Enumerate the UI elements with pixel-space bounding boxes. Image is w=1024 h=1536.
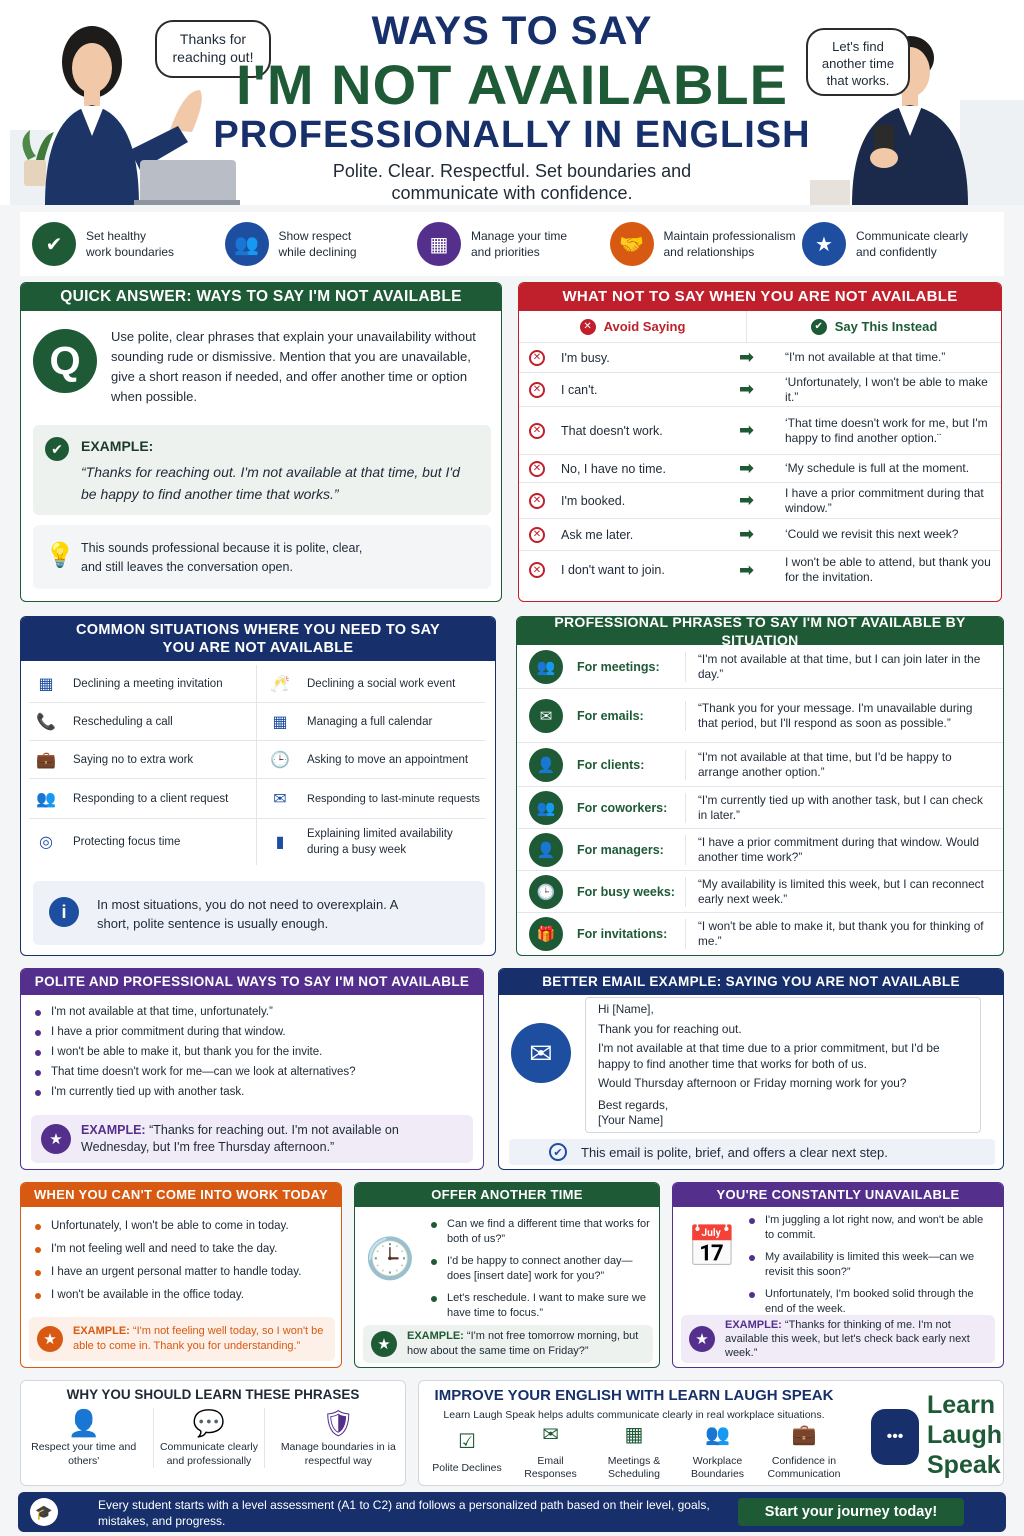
title-line-2: I'M NOT AVAILABLE — [236, 53, 788, 116]
phrase-text: “I won't be able to make it, but thank you for thinking of me.” — [685, 919, 985, 949]
professional-phrases-title: PROFESSIONAL PHRASES TO SAY I'M NOT AVAILABLE BY SITUATION — [517, 617, 1003, 645]
mail-icon: ✉ — [529, 699, 563, 733]
benefit-communicate — [802, 222, 992, 266]
calendar-icon: ▦ — [272, 713, 288, 731]
users-icon: 👥 — [529, 650, 563, 684]
logo — [865, 1391, 1002, 1481]
x-icon: ✕ — [580, 319, 596, 335]
benefit-time — [417, 222, 607, 266]
polite-list — [21, 995, 483, 1100]
phrase-text: “I'm currently tied up with another task, but I can check in later.” — [685, 793, 985, 823]
clock-icon: 🕒 — [529, 875, 563, 909]
work-list — [21, 1207, 341, 1303]
not-say-row — [519, 455, 1001, 483]
phrase-label: For clients: — [577, 757, 645, 772]
gift-icon: 🎁 — [529, 917, 563, 951]
improve-title: IMPROVE YOUR ENGLISH WITH LEARN LAUGH SPEAK — [434, 1387, 834, 1404]
phrase-text: “I'm not available at that time, but I can join later in the day.” — [685, 652, 985, 682]
why-text: Respect your time and others' — [31, 1441, 137, 1467]
offer-example-box — [363, 1325, 653, 1363]
phrase-label: For managers: — [577, 842, 664, 857]
phrase-row — [517, 829, 1003, 871]
benefit-text: Manage your time and priorities — [471, 229, 568, 259]
star-icon: ★ — [371, 1331, 397, 1357]
benefit-text: Show respect while declining — [278, 229, 357, 259]
email-body-box — [585, 997, 981, 1133]
info-icon: i — [49, 897, 79, 927]
x-icon: ✕ — [529, 527, 545, 543]
improve-subtitle: Learn Laugh Speak helps adults communicate clearly in real workplace situations. — [443, 1409, 825, 1421]
situation-text: Responding to a client request — [73, 792, 229, 805]
why-learn-title: WHY YOU SHOULD LEARN THESE PHRASES — [66, 1387, 360, 1402]
polite-ways-title: POLITE AND PROFESSIONAL WAYS TO SAY I'M NOT AVAILABLE — [21, 969, 483, 995]
email-greeting: Hi [Name], — [598, 1002, 654, 1016]
offer-example — [407, 1329, 645, 1359]
bar-chart-icon: ▮ — [275, 834, 285, 851]
check-icon: ✔ — [811, 319, 827, 335]
list-item: That time doesn't work for me—can we look at alternatives? — [35, 1065, 469, 1080]
situation-text: Declining a social work event — [307, 677, 456, 690]
instead-text: I have a prior commitment during that window.” — [785, 485, 984, 515]
common-situations-title-1: COMMON SITUATIONS WHERE YOU NEED TO SAY — [75, 622, 441, 638]
situation-item — [257, 741, 485, 779]
x-icon: ✕ — [529, 382, 545, 398]
check-circle-icon: ✔ — [45, 437, 69, 461]
benefit-text: Maintain professionalism and relationships — [663, 229, 796, 259]
why-item — [28, 1408, 140, 1468]
quick-answer-body: Use polite, clear phrases that explain your unavailability without sounding rude or dismissive. Mention that you are unavailable, give a short reason if needed, and offer another time or option when possible. — [111, 329, 476, 404]
example-label: EXAMPLE: — [81, 1123, 146, 1137]
quick-example-text: “Thanks for reaching out. I'm not available at that time, but I'd be happy to find another time that works.” — [81, 464, 460, 502]
email-signoff: Best regards, — [598, 1097, 669, 1112]
benefits-row — [20, 212, 1004, 276]
avoid-header — [519, 311, 747, 343]
instead-text: ‘Unfortunately, I won't be able to make it.” — [785, 374, 988, 404]
instead-text: “I'm not available at that time.” — [785, 350, 946, 364]
logo-line-2: Laugh — [927, 1421, 1002, 1449]
x-icon: ✕ — [529, 562, 545, 578]
situation-item — [257, 703, 485, 741]
why-text: Manage boundaries in ia respectful way — [280, 1441, 396, 1467]
improve-item — [761, 1424, 847, 1481]
polite-example — [81, 1122, 461, 1156]
improve-item — [678, 1424, 758, 1481]
constantly-unavailable-title: YOU'RE CONSTANTLY UNAVAILABLE — [673, 1183, 1003, 1207]
benefit-text: Communicate clearly and confidently — [856, 229, 969, 259]
phrase-row — [517, 913, 1003, 955]
users-icon: 👥 — [225, 222, 269, 266]
phrase-label: For coworkers: — [577, 800, 668, 815]
example-text: “Thanks for reaching out. I'm not available on Wednesday, but I'm free Thursday afternoon.” — [81, 1123, 399, 1154]
quick-tip-text: This sounds professional because it is polite, clear, and still leaves the conversation open. — [81, 541, 363, 574]
list-item: I won't be available in the office today. — [35, 1288, 327, 1303]
person-check-icon: 👤 — [67, 1408, 100, 1438]
arrow-right-icon: ➡ — [739, 347, 755, 367]
cant-come-in-panel — [20, 1182, 342, 1368]
avoid-text: I don't want to join. — [561, 563, 665, 577]
briefcase-icon: 💼 — [36, 751, 56, 769]
situation-text: Saying no to extra work — [73, 753, 194, 766]
shield-check-icon: ✔ — [32, 222, 76, 266]
work-example — [73, 1324, 327, 1354]
phrase-label: For emails: — [577, 708, 644, 723]
situation-item — [29, 665, 257, 703]
list-item: Unfortunately, I'm booked solid through the end of the week. — [749, 1287, 989, 1317]
improve-text: Email Responses — [524, 1455, 577, 1480]
x-icon: ✕ — [529, 461, 545, 477]
calendar-icon: ▦ — [624, 1424, 644, 1446]
not-say-row — [519, 407, 1001, 455]
users-icon: 👥 — [529, 791, 563, 825]
improve-item — [427, 1430, 507, 1475]
person-icon: 👤 — [529, 748, 563, 782]
phrase-label: For meetings: — [577, 659, 660, 674]
phrase-text: “Thank you for your message. I'm unavailable during that period, but I'll respond as soon as possible.” — [685, 701, 985, 731]
star-icon: ★ — [689, 1326, 715, 1352]
arrow-right-icon: ➡ — [739, 458, 755, 478]
common-situations-title — [21, 617, 495, 661]
handshake-icon: 🤝 — [610, 222, 654, 266]
example-text: “Thanks for thinking of me. I'm not available this week, but let's check back early next week.” — [725, 1319, 970, 1359]
email-line-2: I'm not available at that time due to a prior commitment, but I'd be happy to find another time that works for both of us. — [598, 1041, 940, 1071]
email-line-3: Would Thursday afternoon or Friday morning work for you? — [598, 1076, 907, 1090]
phrase-label: For busy weeks: — [577, 884, 675, 899]
offer-another-time-panel — [354, 1182, 660, 1368]
mail-icon: ✉ — [542, 1424, 559, 1446]
list-item: Unfortunately, I won't be able to come in today. — [35, 1219, 327, 1234]
star-icon: ★ — [37, 1326, 63, 1352]
title-line-1: WAYS TO SAY — [371, 9, 653, 53]
lightbulb-icon: 💡 — [45, 542, 75, 569]
why-item — [278, 1408, 398, 1468]
check-circle-icon: ✔ — [549, 1143, 567, 1161]
phrase-row — [517, 787, 1003, 829]
why-item — [153, 1408, 265, 1468]
polite-ways-panel — [20, 968, 484, 1170]
situation-text: Managing a full calendar — [307, 715, 433, 728]
example-label: EXAMPLE: — [725, 1319, 782, 1331]
q-icon — [33, 329, 97, 393]
start-journey-button[interactable]: Start your journey today! — [738, 1498, 964, 1526]
phrase-text: “I have a prior commitment during that window. Would another time work?” — [685, 835, 985, 865]
shield-check-icon: 🛡 — [321, 1408, 355, 1438]
improve-items — [427, 1424, 847, 1481]
situation-text: Explaining limited availability during a busy week — [307, 828, 453, 856]
arrow-right-icon: ➡ — [739, 379, 755, 399]
improve-text: Meetings & Scheduling — [607, 1455, 661, 1480]
what-not-to-say-panel — [518, 282, 1002, 602]
email-note: This email is polite, brief, and offers a clear next step. — [581, 1144, 888, 1160]
constant-example-box — [681, 1315, 995, 1363]
constantly-unavailable-panel — [672, 1182, 1004, 1368]
list-item: I have an urgent personal matter to handle today. — [35, 1265, 327, 1280]
subtitle — [260, 160, 764, 204]
situation-item — [257, 779, 485, 819]
why-learn-panel — [20, 1380, 406, 1486]
example-text: “I'm not free tomorrow morning, but how about the same time on Friday?” — [407, 1330, 639, 1357]
situation-text: Protecting focus time — [73, 836, 181, 848]
list-item: My availability is limited this week—can we revisit this soon?” — [749, 1250, 989, 1280]
avoid-text: I can't. — [561, 382, 598, 397]
list-item: I have a prior commitment during that window. — [35, 1025, 469, 1040]
improve-english-panel — [418, 1380, 1004, 1486]
common-situations-panel — [20, 616, 496, 956]
situation-item — [29, 703, 257, 741]
cant-come-in-title: WHEN YOU CAN'T COME INTO WORK TODAY — [21, 1183, 341, 1207]
clock-icon: 🕒 — [270, 751, 290, 769]
avoid-text: I'm busy. — [561, 350, 610, 365]
polite-example-box — [31, 1115, 473, 1163]
list-item: I won't be able to make it, but thank you for the invite. — [35, 1045, 469, 1060]
situation-item — [29, 741, 257, 779]
benefit-text: Set healthy work boundaries — [86, 229, 175, 259]
quick-example-box — [33, 425, 491, 515]
phrase-row — [517, 743, 1003, 787]
why-text: Communicate clearly and professionally — [159, 1441, 258, 1467]
speech-bubble-right: Let's find another time that works. — [806, 28, 910, 96]
email-example-panel — [498, 968, 1004, 1170]
avoid-text: No, I have no time. — [561, 461, 666, 476]
situations-info-text: In most situations, you do not need to overexplain. A short, polite sentence is usually enough. — [97, 897, 398, 931]
phrase-row — [517, 645, 1003, 689]
arrow-right-icon: ➡ — [739, 524, 755, 544]
quick-tip-box — [33, 525, 491, 589]
common-situations-title-2: YOU ARE NOT AVAILABLE — [162, 640, 354, 656]
person-icon: 👤 — [529, 833, 563, 867]
situation-text: Asking to move an appointment — [307, 753, 469, 766]
footer-text: Every student starts with a level assessment (A1 to C2) and follows a personalized path based on their level, goals, mistakes, and progress. — [98, 1498, 710, 1528]
professional-phrases-panel — [516, 616, 1004, 956]
x-icon: ✕ — [529, 350, 545, 366]
arrow-right-icon: ➡ — [739, 490, 755, 510]
target-icon: ◎ — [39, 834, 53, 851]
list-item: I'm currently tied up with another task. — [35, 1085, 469, 1100]
phrase-label: For invitations: — [577, 927, 668, 941]
q-letter: Q — [49, 338, 81, 383]
situation-text: Declining a meeting invitation — [73, 677, 223, 690]
phone-icon: 📞 — [36, 713, 56, 731]
constant-list — [749, 1213, 989, 1322]
quick-example-label: EXAMPLE: — [81, 438, 154, 454]
not-say-row — [519, 483, 1001, 519]
avoid-text: Ask me later. — [561, 527, 634, 542]
not-say-row — [519, 373, 1001, 407]
improve-item — [594, 1424, 674, 1481]
improve-text: Confidence in Communication — [767, 1455, 841, 1480]
quick-answer-title: QUICK ANSWER: WAYS TO SAY I'M NOT AVAILABLE — [21, 283, 501, 311]
x-icon: ✕ — [529, 423, 545, 439]
situation-item — [257, 665, 485, 703]
people-icon: 👥 — [705, 1424, 730, 1446]
quick-answer-panel — [20, 282, 502, 602]
calendar-icon: ▦ — [417, 222, 461, 266]
example-text: “I'm not feeling well today, so I won't be able to come in. Thank you for understanding.” — [73, 1325, 324, 1352]
subtitle-line-1: Polite. Clear. Respectful. Set boundaries and — [332, 161, 692, 181]
list-item: I'd be happy to connect another day—does [insert date] work for you?” — [431, 1254, 651, 1284]
calendar-icon: ▦ — [38, 675, 54, 693]
situations-info-box — [33, 881, 485, 945]
phrase-row — [517, 871, 1003, 913]
clock-calendar-icon: 🕒 — [365, 1237, 415, 1281]
offer-list — [431, 1217, 651, 1326]
instead-text: ‘Could we revisit this next week? — [785, 527, 959, 541]
envelope-icon: ✉ — [511, 1023, 571, 1083]
benefit-respect — [225, 222, 415, 266]
work-example-box — [29, 1317, 335, 1361]
instead-text: ‘My schedule is full at the moment. — [785, 461, 970, 475]
situations-grid — [21, 661, 495, 865]
logo-line-3: Speak — [927, 1451, 1001, 1479]
email-name: [Your Name] — [598, 1113, 664, 1127]
avoid-label: Avoid Saying — [603, 319, 686, 334]
x-icon: ✕ — [529, 493, 545, 509]
constant-example — [725, 1318, 987, 1360]
star-icon: ★ — [802, 222, 846, 266]
not-say-header-row — [519, 311, 1001, 343]
not-say-row — [519, 343, 1001, 373]
improve-text: Workplace Boundaries — [690, 1455, 745, 1480]
glasses-icon: 🥂 — [270, 675, 290, 693]
phrase-text: “I'm not available at that time, but I'd be happy to arrange another option.” — [685, 750, 985, 780]
avoid-text: That doesn't work. — [561, 423, 663, 438]
instead-text: I won't be able to attend, but thank you for the invitation. — [785, 555, 991, 584]
phrase-text: “My availability is limited this week, but I can reconnect early next week.” — [685, 877, 985, 907]
chat-icon: 💬 — [192, 1408, 226, 1438]
situation-item — [29, 819, 257, 865]
chat-bubbles-icon: ••• — [871, 1409, 919, 1465]
email-line-1: Thank you for reaching out. — [598, 1021, 742, 1036]
situation-text: Rescheduling a call — [73, 715, 173, 728]
offer-another-time-title: OFFER ANOTHER TIME — [355, 1183, 659, 1207]
star-icon: ★ — [41, 1124, 71, 1154]
email-example-title: BETTER EMAIL EXAMPLE: SAYING YOU ARE NOT AVAILABLE — [499, 969, 1003, 995]
briefcase-icon: 💼 — [791, 1424, 817, 1446]
calendar-edit-icon: 📅 — [687, 1225, 737, 1269]
situation-text: Responding to last-minute requests — [307, 792, 481, 805]
list-item: I'm not feeling well and need to take the day. — [35, 1242, 327, 1257]
situation-item — [29, 779, 257, 819]
situation-item — [257, 819, 485, 865]
list-item: I'm juggling a lot right now, and won't be able to commit. — [749, 1213, 989, 1243]
what-not-to-say-title: WHAT NOT TO SAY WHEN YOU ARE NOT AVAILABLE — [519, 283, 1001, 311]
mail-icon: ✉ — [273, 790, 287, 808]
speech-bubble-left: Thanks for reaching out! — [155, 20, 271, 78]
logo-line-1: Learn — [927, 1391, 996, 1419]
list-item: Let's reschedule. I want to make sure we have time to focus.” — [431, 1291, 651, 1321]
example-label: EXAMPLE: — [73, 1325, 130, 1337]
not-say-row — [519, 519, 1001, 551]
list-item: Can we find a different time that works for both of us?” — [431, 1217, 651, 1247]
example-label: EXAMPLE: — [407, 1330, 464, 1342]
list-item: I'm not available at that time, unfortunately.” — [35, 1005, 469, 1020]
instead-text: ‘That time doesn't work for me, but I'm happy to find another option.¨ — [785, 415, 988, 445]
benefit-professionalism — [610, 222, 800, 266]
arrow-right-icon: ➡ — [739, 559, 755, 580]
graduation-cap-icon: 🎓 — [30, 1498, 58, 1526]
title-line-3: PROFESSIONALLY IN ENGLISH — [213, 114, 811, 156]
phrase-row — [517, 689, 1003, 743]
improve-text: Polite Declines — [432, 1461, 502, 1474]
users-icon: 👥 — [36, 790, 56, 808]
instead-label: Say This Instead — [834, 319, 938, 334]
why-items — [21, 1402, 405, 1468]
subtitle-line-2: communicate with confidence. — [391, 183, 633, 203]
avoid-text: I'm booked. — [561, 493, 626, 508]
not-say-row — [519, 551, 1001, 589]
benefit-boundaries — [32, 222, 222, 266]
email-note-box — [509, 1139, 995, 1165]
footer-bar — [18, 1492, 1006, 1532]
check-box-icon: ☑ — [458, 1430, 476, 1453]
instead-header — [747, 319, 1001, 335]
improve-item — [511, 1424, 591, 1481]
arrow-right-icon: ➡ — [739, 420, 755, 440]
